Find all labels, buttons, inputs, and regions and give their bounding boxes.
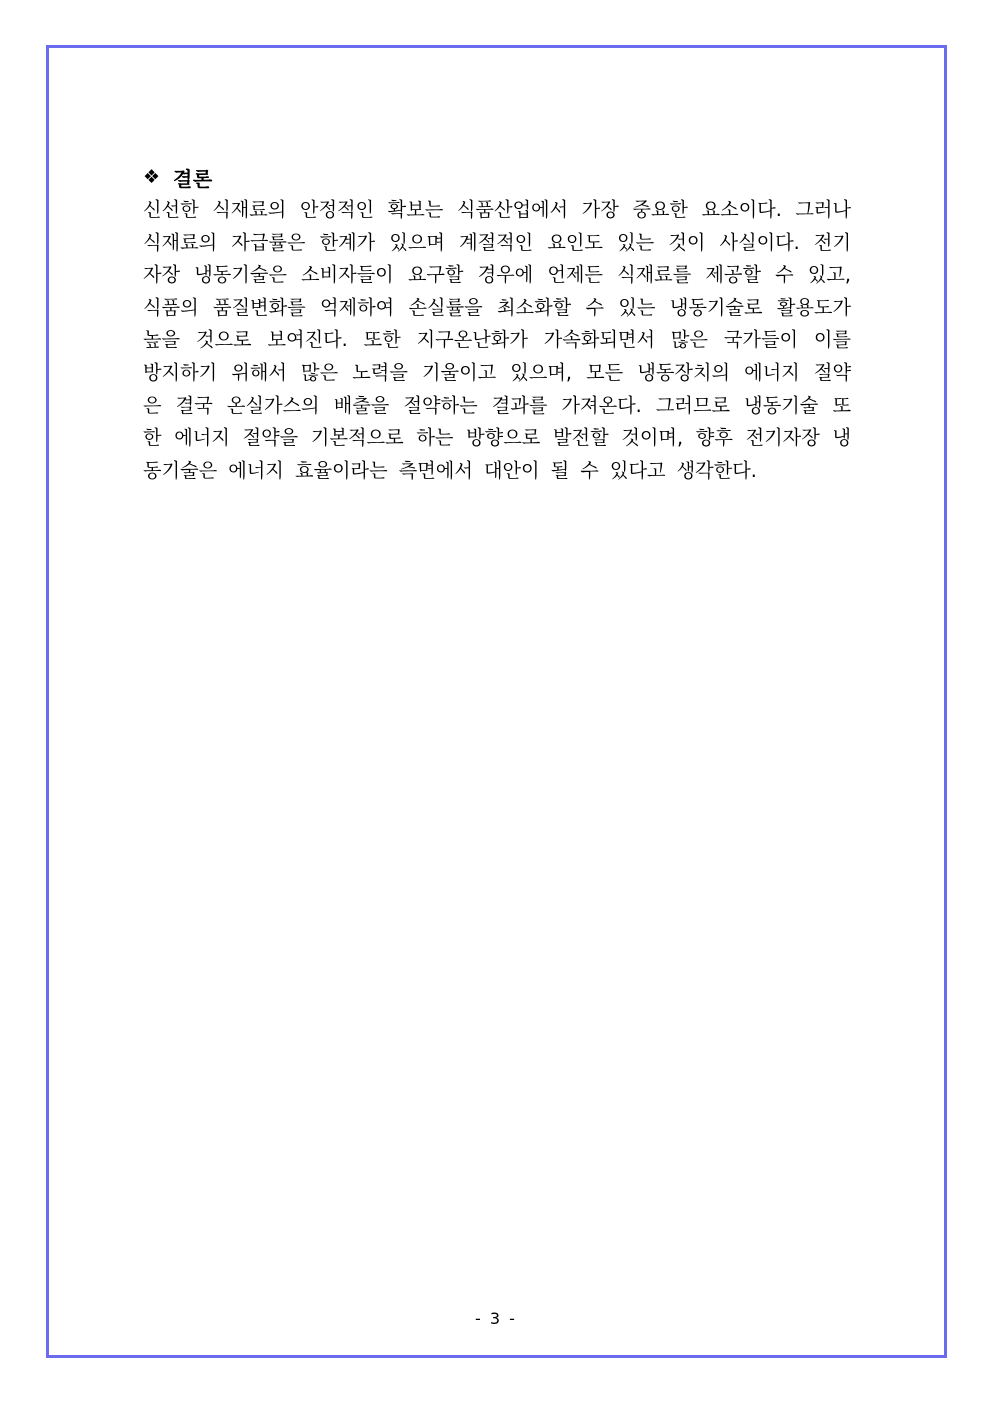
paragraph-line: 높을 것으로 보여진다. 또한 지구온난화가 가속화되면서 많은 국가들이 이를	[143, 328, 851, 352]
paragraph-line: 방지하기 위해서 많은 노력을 기울이고 있으며, 모든 냉동장치의 에너지 절약	[143, 360, 851, 384]
paragraph-line: 은 결국 온실가스의 배출을 절약하는 결과를 가져온다. 그러므로 냉동기술 또	[143, 393, 851, 417]
paragraph-line: 동기술은 에너지 효율이라는 측면에서 대안이 될 수 있다고 생각한다.	[143, 458, 757, 482]
paragraph-line: 한 에너지 절약을 기본적으로 하는 방향으로 발전할 것이며, 향후 전기자장 냉	[143, 426, 851, 450]
diamond-bullet-icon: ❖	[143, 166, 161, 188]
page-number: - 3 -	[475, 1309, 517, 1328]
conclusion-paragraph	[143, 194, 851, 487]
paragraph-line: 식재료의 자급률은 한계가 있으며 계절적인 요인도 있는 것이 사실이다. 전기	[143, 230, 851, 254]
paragraph-line: 식품의 품질변화를 억제하여 손실률을 최소화할 수 있는 냉동기술로 활용도가	[143, 295, 851, 319]
paragraph-line: 자장 냉동기술은 소비자들이 요구할 경우에 언제든 식재료를 제공할 수 있고,	[143, 263, 851, 287]
conclusion-section	[143, 160, 851, 487]
paragraph-line: 신선한 식재료의 안정적인 확보는 식품산업에서 가장 중요한 요소이다. 그러나	[143, 198, 851, 221]
section-title: 결론	[173, 166, 213, 191]
section-heading	[143, 160, 851, 194]
